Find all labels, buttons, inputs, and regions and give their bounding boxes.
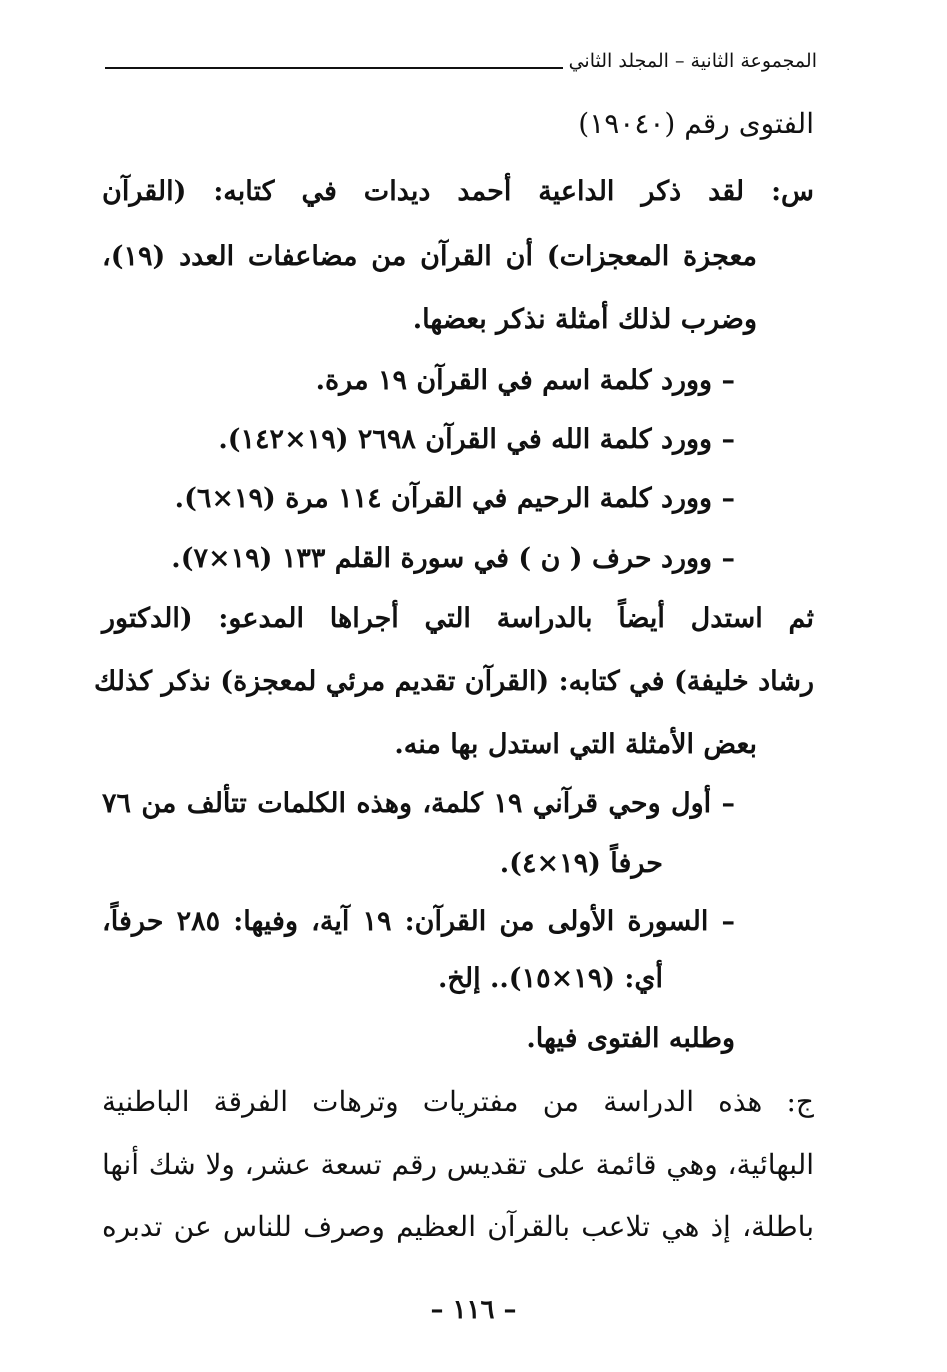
question-line: وضرب لذلك أمثلة نذكر بعضها. bbox=[412, 304, 757, 335]
list-item: – وورد كلمة اسم في القرآن ١٩ مرة. bbox=[315, 365, 735, 396]
header-rule bbox=[105, 67, 563, 69]
running-header-title: المجموعة الثانية – المجلد الثاني bbox=[568, 50, 817, 72]
list-item: – أول وحي قرآني ١٩ كلمة، وهذه الكلمات تتألف من ٧٦ bbox=[102, 788, 735, 819]
fatwa-title: الفتوى رقم (١٩٠٤٠) bbox=[578, 107, 814, 140]
question-line: وطلبه الفتوى فيها. bbox=[526, 1023, 735, 1054]
question-line: بعض الأمثلة التي استدل بها منه. bbox=[394, 729, 757, 760]
page-number: – ١١٦ – bbox=[430, 1295, 517, 1325]
list-item-continuation: حرفاً (١٩×٤). bbox=[499, 848, 663, 879]
list-item: – وورد كلمة الرحيم في القرآن ١١٤ مرة (١٩×٦). bbox=[174, 483, 735, 514]
list-item: – السورة الأولى من القرآن: ١٩ آية، وفيها: ٢٨٥ حرفاً، bbox=[102, 906, 736, 937]
answer-line: ج: هذه الدراسة من مفتريات وترهات الفرقة الباطنية bbox=[102, 1085, 814, 1118]
question-line: معجزة المعجزات) أن القرآن من مضاعفات العدد (١٩)، bbox=[102, 241, 757, 272]
list-item: – وورد كلمة الله في القرآن ٢٦٩٨ (١٩×١٤٢). bbox=[218, 424, 735, 455]
question-line: س: لقد ذكر الداعية أحمد ديدات في كتابه: (القرآن bbox=[102, 176, 814, 207]
question-line: رشاد خليفة) في كتابه: (القرآن تقديم مرئي لمعجزة) نذكر كذلك bbox=[94, 666, 814, 697]
answer-line: البهائية، وهي قائمة على تقديس رقم تسعة عشر، ولا شك أنها bbox=[102, 1148, 814, 1181]
running-header bbox=[105, 52, 817, 75]
question-line: ثم استدل أيضاً بالدراسة التي أجراها المدعو: (الدكتور bbox=[102, 603, 814, 634]
answer-line: باطلة، إذ هي تلاعب بالقرآن العظيم وصرف للناس عن تدبره bbox=[102, 1210, 814, 1243]
list-item: – وورد حرف ( ن ) في سورة القلم ١٣٣ (١٩×٧). bbox=[171, 543, 735, 574]
list-item-continuation: أي: (١٩×١٥).. إلخ. bbox=[438, 963, 663, 994]
